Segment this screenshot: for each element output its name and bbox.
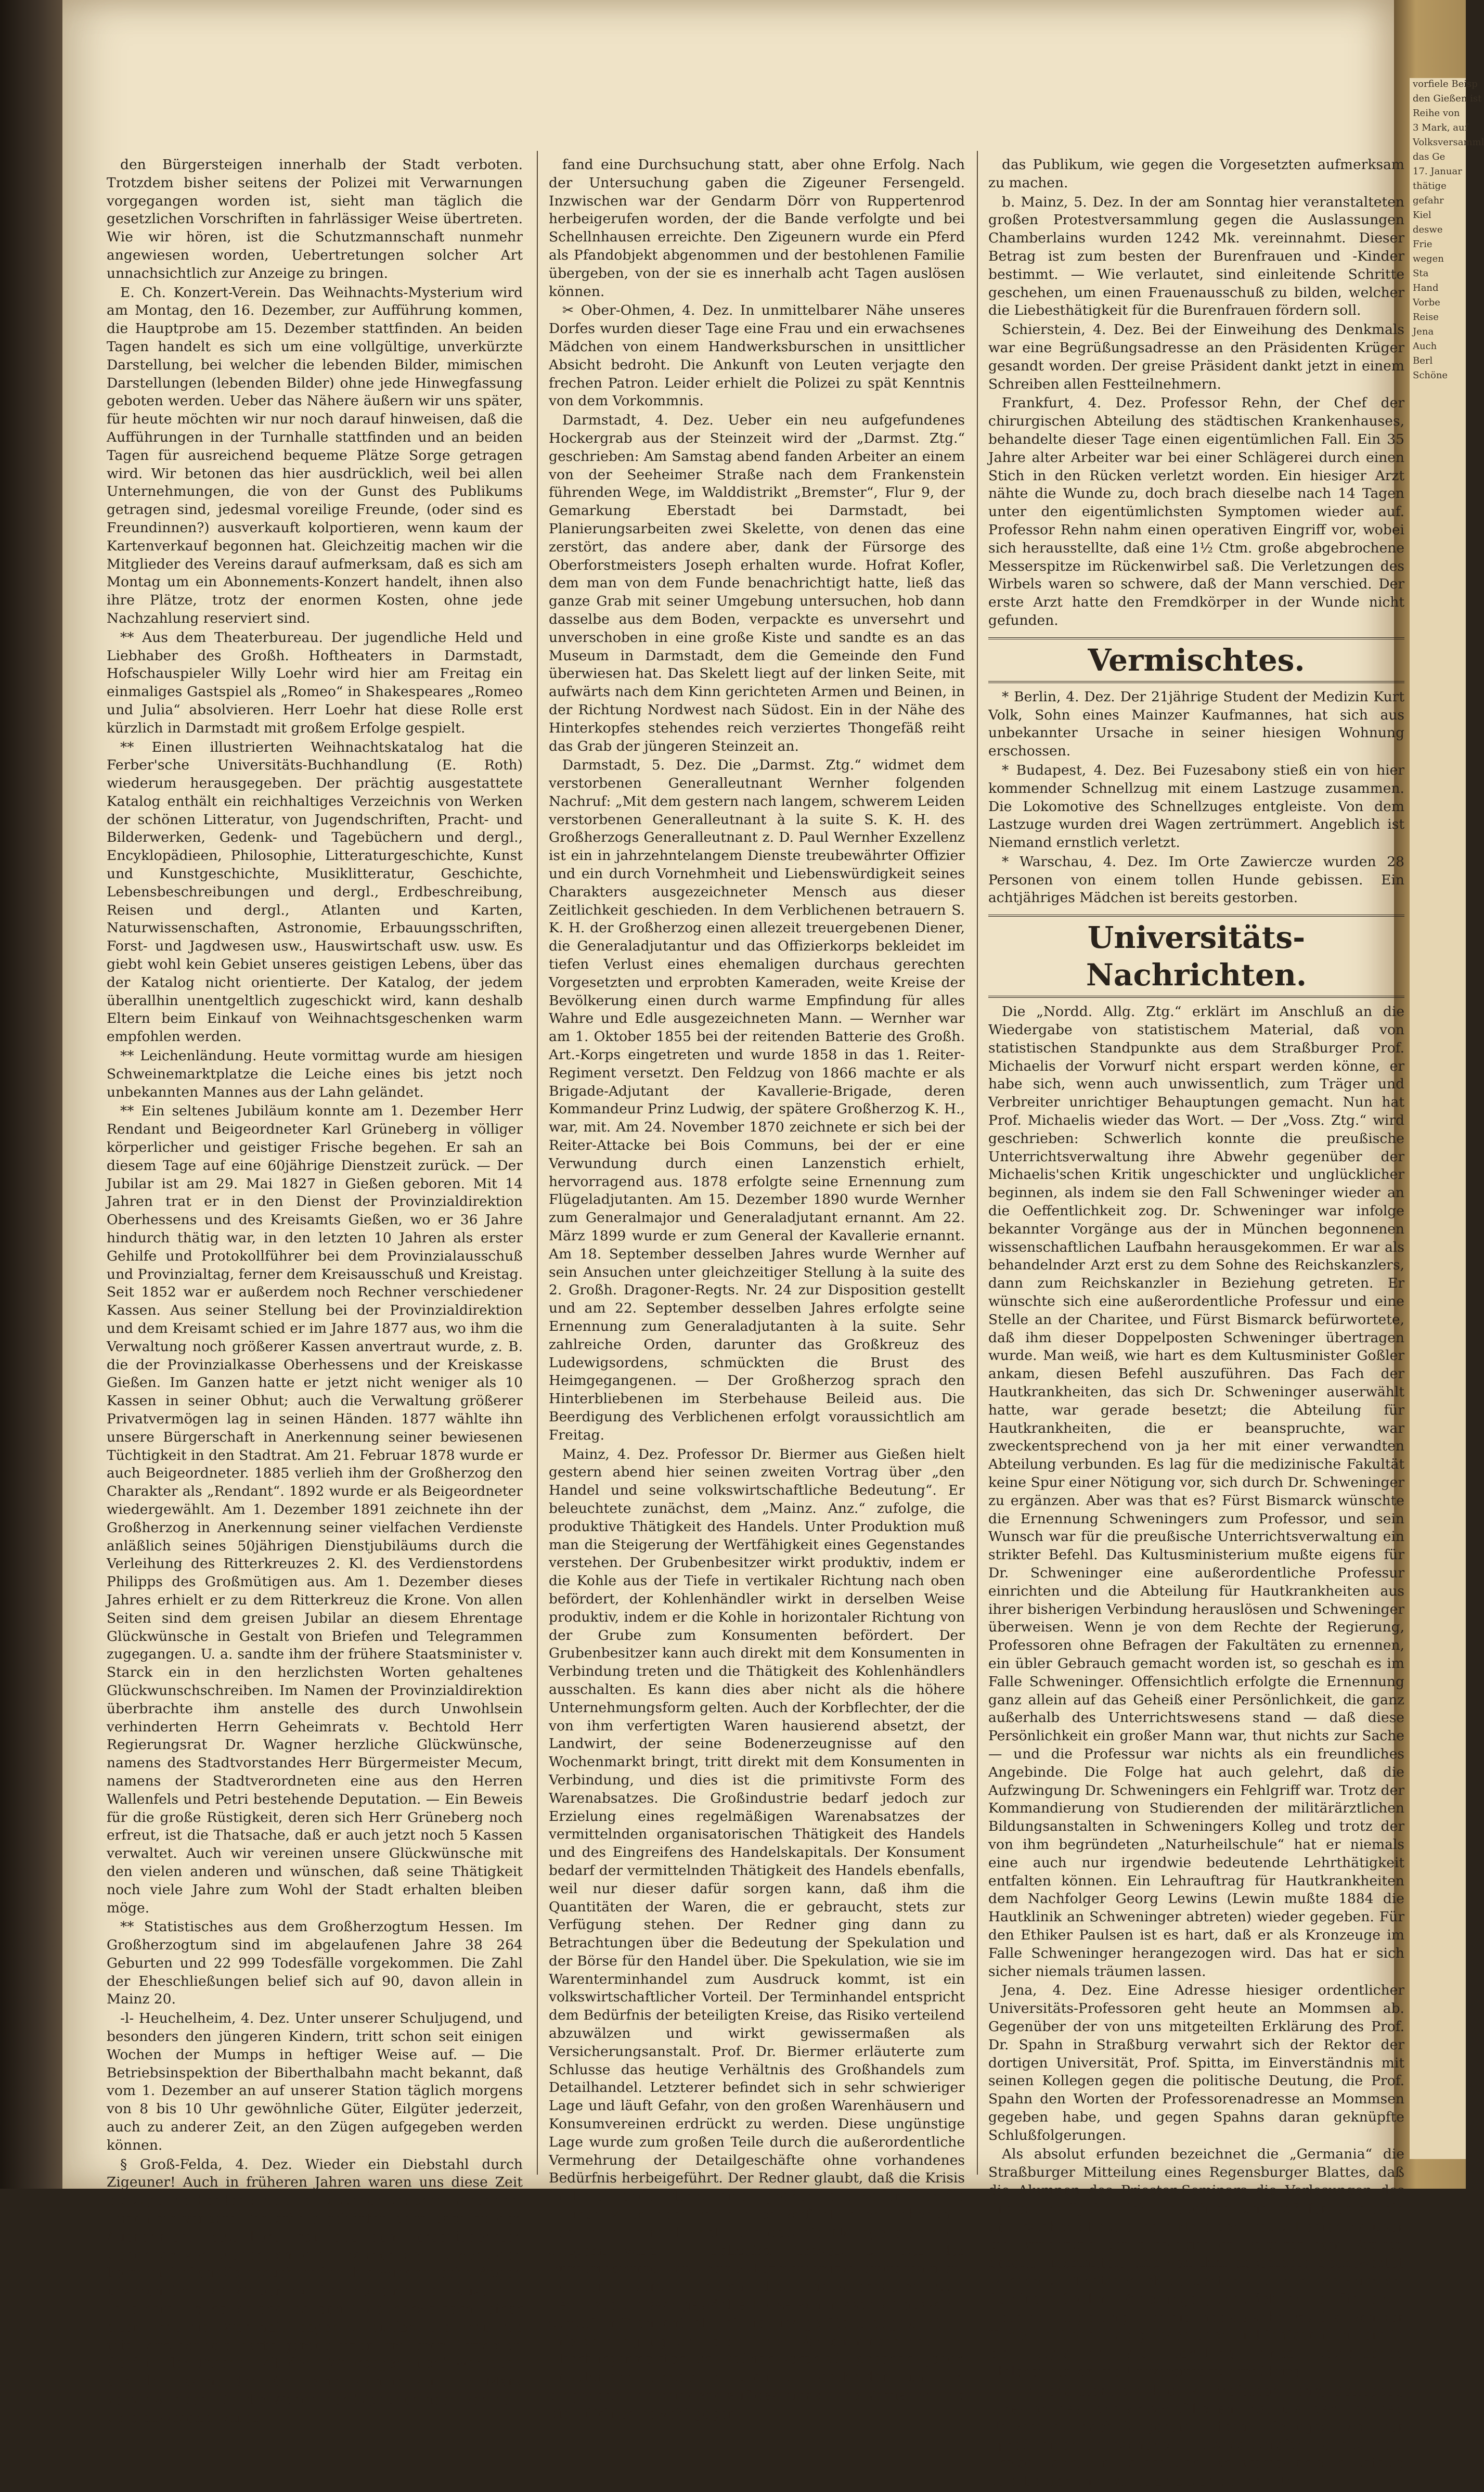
section-heading-vermischtes: Vermischtes. [988,637,1404,683]
article-paragraph: fand eine Durchsuchung statt, aber ohne Erfolg. Nach der Untersuchung gaben die Zigeuner Fersengeld. Inzwischen war der Gendarm Dörr von Ruppertenrod herbeigerufen worden, der die Bande verfolgte und bei Schellnhausen erreichte. Den Zigeunern wurde ein Pferd als Pfandobjekt abgenommen und der bestohlenen Familie übergeben, von der sie es innerhalb acht Tagen auslösen können. [549,157,965,300]
article-paragraph: ** Statistisches aus dem Großherzogtum Hessen. Im Großherzogtum sind im abgelaufenen Jahre 38 264 Geburten und 22 999 Todesfälle vorgekommen. Die Zahl der Eheschließungen belief sich auf 90, davon allein in Mainz 20. [107,1919,523,2008]
column-rule [977,151,978,2175]
adjacent-page-line: Reihe von [1413,108,1460,119]
article-paragraph: Die „Nordd. Allg. Ztg.“ erklärt im Anschluß an die Wiedergabe von statistischem Material, daß von statistischen Standpunkte aus dem Straßburger Prof. Michaelis der Vorwurf nicht erspart werden könne, er habe sich, wenn auch unwissentlich, zum Träger und Verbreiter unrichtiger Behauptungen gemacht. Nun hat Prof. Michaelis wieder das Wort. — Der „Voss. Ztg.“ wird geschrieben: Schwerlich konnte die preußische Unterrichtsverwaltung ihre Abwehr gegenüber der Michaelis'schen Kritik ungeschickter und unglücklicher beginnen, als indem sie den Fall Schweninger wieder an die Oeffentlichkeit zog. Dr. Schweninger war infolge bekannter Vorgänge aus der in München begonnenen wissenschaftlichen Laufbahn herausgekommen. Er war als behandelnder Arzt erst zu dem Sohne des Reichskanzlers, dann zum Reichskanzler in Beziehung getreten. Er wünschte sich eine außerordentliche Professur und eine Stelle an der Charitee, und Fürst Bismarck befürwortete, daß ihm dieser Doppelposten Schweninger übertragen wurde. Man weiß, wie hart es dem Kultusminister Goßler ankam, diesen Befehl auszuführen. Das Fach der Hautkrankheiten, das sich Dr. Schweninger auserwählt hatte, war gerade besetzt; die Abteilung für Hautkrankheiten, die er beanspruchte, war zweckentsprechend von ja her mit einer verwandten Abteilung verbunden. Es lag für die medizinische Fakultät keine Spur einer Nötigung vor, sich durch Dr. Schweninger zu ergänzen. Aber was that es? Fürst Bismarck wünschte die Ernennung Schweningers zum Professor, und sein Wunsch war für die preußische Unterrichtsverwaltung ein strikter Befehl. Das Kultusministerium mußte eigens für Dr. Schweninger eine außerordentliche Professur einrichten und die Abteilung für Hautkrankheiten aus ihrer bisherigen Verbindung herauslösen und Schweninger überweisen. Wenn je von dem Rechte der Regierung, Professoren ohne Befragen der Fakultäten zu ernennen, ein übler Gebrauch gemacht worden ist, so geschah es im Falle Schweninger. Offensichtlich erfolgte die Ernennung ganz allein auf das Geheiß einer Persönlichkeit, die ganz außerhalb des Unterrichtswesens stand — daß diese Persönlichkeit ein großer Mann war, thut nichts zur Sache — und die Professur war nichts als ein freundliches Angebinde. Die Folge hat auch gelehrt, daß die Aufzwingung Dr. Schweningers ein Fehlgriff war. Trotz der Kommandierung von Studierenden der militärärztlichen Bildungsanstalten in Schweningers Kolleg und trotz der von ihm begründeten „Naturheilschule“ hat er niemals eine auch nur irgendwie bedeutende Lehrthätigkeit entfalten können. Ein Lehrauftrag für Hautkrankheiten dem Nachfolger Georg Lewins (Lewin mußte 1884 die Hautklinik an Schweninger abtreten) wieder gegeben. Für den Ethiker Paulsen ist es hart, daß er als Kronzeuge im Falle Schweninger herangezogen wird. Das hat er sich sicher niemals träumen lassen. [988,1004,1404,1980]
column-left [107,156,523,2429]
adjacent-page-line: vorfiele Beisp [1413,79,1478,89]
adjacent-page-line: Jena [1413,326,1434,337]
article-paragraph: Darmstadt, 4. Dez. Ueber ein neu aufgefundenes Hockergrab aus der Steinzeit wird der „Darmst. Ztg.“ geschrieben: Am Samstag abend fanden Arbeiter an einem von der Seeheimer Straße nach dem Frankenstein führenden Wege, im Walddistrikt „Bremster“, Flur 9, der Gemarkung Eberstadt bei Darmstadt, bei Planierungsarbeiten zwei Skelette, von denen das eine zerstört, das andere aber, dank der Fürsorge des Oberforstmeisters Joseph erhalten wurde. Hofrat Kofler, dem man von dem Funde benachrichtigt hatte, ließ das ganze Grab mit seiner Umgebung untersuchen, hob dann dasselbe aus dem Boden, verpackte es unversehrt und unverschoben in eine große Kiste und sandte es an das Museum in Darmstadt, dem die Gemeinde den Fund überwiesen hat. Das Skelett liegt auf der linken Seite, mit aufwärts nach dem Kinn gerichteten Armen und Beinen, in der Richtung Nordwest nach Südost. Ein in der Nähe des Hinterkopfes stehendes reich verziertes Thongefäß reiht das Grab der jüngeren Steinzeit an. [549,412,965,754]
article-paragraph: Jena, 4. Dez. Eine Adresse hiesiger ordentlicher Universitäts-Professoren geht heute an Mommsen ab. Gegenüber der von uns mitgeteilten Erklärung des Prof. Dr. Spahn in Straßburg verwahrt sich der Rektor der dortigen Universität, Prof. Spitta, im Einverständnis mit seinen Kollegen gegen die politische Deutung, die Prof. Spahn den Worten der Professorenadresse an Mommsen gegeben habe, und gegen Spahns daran geknüpfte Schlußfolgerungen. [988,1982,1404,2143]
article-paragraph: Darmstadt, 5. Dez. Die „Darmst. Ztg.“ widmet dem verstorbenen Generalleutnant Wernher folgenden Nachruf: „Mit dem gestern nach langem, schwerem Leiden verstorbenen Generalleutnant à la suite S. K. H. des Großherzogs Generalleutnant z. D. Paul Wernher Exzellenz ist ein in jahrzehntelangem Dienste treubewährter Offizier und ein durch Vornehmheit und Liebenswürdigkeit seines Charakters ausgezeichneter Mensch aus dieser Zeitlichkeit geschieden. In dem Verblichenen betrauern S. K. H. der Großherzog einen allezeit treuergebenen Diener, die Generaladjutantur und das Offizierkorps bekleidet im tiefen Verlust eines ehemaligen durchaus gerechten Vorgesetzten und erprobten Kameraden, weite Kreise der Bevölkerung einen durch warme Empfindung für alles Wahre und Edle ausgezeichneten Mann. — Wernher war am 1. Oktober 1855 bei der reitenden Batterie des Großh. Art.-Korps eingetreten und wurde 1858 in das 1. Reiter-Regiment versetzt. Den Feldzug von 1866 machte er als Brigade-Adjutant der Kavallerie-Brigade, deren Kommandeur Prinz Ludwig, der spätere Großherzog K. H., war, mit. Am 24. November 1870 zeichnete er sich bei der Reiter-Attacke bei Bois Communs, bei der er eine Verwundung durch einen Lanzenstich erhielt, hervorragend aus. 1878 erfolgte seine Ernennung zum Flügeladjutanten. Am 15. Dezember 1890 wurde Wernher zum Generalmajor und Generaladjutant ernannt. Am 22. März 1899 wurde er zum General der Kavallerie ernannt. Am 18. September desselben Jahres wurde Wernher auf sein Ansuchen unter gleichzeitiger Stellung à la suite des 2. Großh. Dragoner-Regts. Nr. 24 zur Disposition gestellt und am 22. September desselben Jahres erfolgte seine Ernennung zum Generaladjutanten à la suite. Sehr zahlreiche Orden, darunter das Großkreuz des Ludewigsordens, schmückten die Brust des Heimgegangenen. — Der Großherzog sprach den Hinterbliebenen im Sterbehause Beileid aus. Die Beerdigung des Verblichenen erfolgt voraussichtlich am Freitag. [549,757,965,1443]
article-paragraph: den Bürgersteigen innerhalb der Stadt verboten. Trotzdem bisher seitens der Polizei mit Verwarnungen vorgegangen worden ist, sieht man täglich die gesetzlichen Vorschriften in fahrlässiger Weise übertreten. Wie wir hören, ist die Schutzmannschaft nunmehr angewiesen worden, Uebertretungen solcher Art unnachsichtlich zur Anzeige zu bringen. [107,157,523,281]
article-paragraph: — In Jena starb am 4. d. M. Professor Henry Settegast, Direktor des landwirtschaftlichen Instituts der dortigen Universität, nach längerem Leiden. (Settegast war der Sproß einer angesehenen Gutsbesitzersfamilie aus dem Kreise Ragnit in Ostpreußen. Er promovierte in Leipzig zum Doktor und habilitierte sich bei der Univ. [988,2382,1404,2489]
article-paragraph: E. Ch. Konzert-Verein. Das Weihnachts-Mysterium wird am Montag, den 16. Dezember, zur Aufführung kommen, die Hauptprobe am 15. Dezember stattfinden. An beiden Tagen handelt es sich um eine vollgültige, unverkürzte Darstellung, bei welcher die lebenden Bilder, mimischen Darstellungen (lebenden Bilder) ohne jede Hinwegfassung geboten werden. Ueber das Nähere äußern wir uns später, für heute möchten wir nur noch darauf hinweisen, daß die Aufführungen in der Turnhalle stattfinden und an beiden Tagen für ausreichend bequeme Plätze Sorge getragen wird. Wir betonen das hier ausdrücklich, weil bei allen Unternehmungen, die von der Gunst des Publikums getragen sind, jedesmal voreilige Freunde, (oder sind es Freundinnen?) ausverkauft kolportieren, wenn kaum der Kartenverkauf begonnen hat. Gleichzeitig machen wir die Mitglieder des Vereins darauf aufmerksam, daß es sich am Montag um ein Abonnements-Konzert handelt, ihnen also ihre Plätze, trotz der enormen Kosten, ohne jede Nachzahlung reserviert sind. [107,284,523,626]
article-paragraph: b. Mainz, 5. Dez. In der am Sonntag hier veranstalteten großen Protestversammlung gegen die Auslassungen Chamberlains wurden 1242 Mk. vereinnahmt. Dieser Betrag ist zum besten der Burenfrauen und -Kinder bestimmt. — Wie verlautet, sind einleitende Schritte geschehen, um einen Frauenausschuß zu bilden, welcher die Liebesthätigkeit für die Burenfrauen fördern soll. [988,194,1404,319]
article-paragraph: Mainz, 4. Dez. Professor Dr. Biermer aus Gießen hielt gestern abend hier seinen zweiten Vortrag über „den Handel und seine volkswirtschaftliche Bedeutung“. Er beleuchtete zunächst, dem „Mainz. Anz.“ zufolge, die produktive Thätigkeit des Handels. Unter Produktion muß man die Steigerung der Wertfähigkeit eines Gegenstandes verstehen. Der Grubenbesitzer wirkt produktiv, indem er die Kohle aus der Tiefe in vertikaler Richtung nach oben befördert, der Kohlenhändler wirkt in derselben Weise produktiv, indem er die Kohle in horizontaler Richtung von der Grube zum Konsumenten befördert. Der Grubenbesitzer kann auch direkt mit dem Konsumenten in Verbindung treten und die Thätigkeit des Kohlenhändlers ausschalten. Es kann dies aber nicht als die höhere Unternehmungsform gelten. Auch der Korbflechter, der die von ihm verfertigten Waren hausierend absetzt, der Landwirt, der seine Bodenerzeugnisse auf den Wochenmarkt bringt, tritt direkt mit dem Konsumenten in Verbindung, und dies ist die primitivste Form des Warenabsatzes. Die Großindustrie bedarf jedoch zur Erzielung eines regelmäßigen Warenabsatzes der vermittelnden organisatorischen Thätigkeit des Handels und des Eingreifens des Handelskapitals. Der Konsument bedarf der vermittelnden Thätigkeit des Handels ebenfalls, weil nur dieser dafür sorgen kann, daß ihm die Quantitäten der Waren, die er gebraucht, stets zur Verfügung stehen. Der Redner ging dann zu Betrachtungen über die Bedeutung der Spekulation und der Börse für den Handel über. Die Spekulation, wie sie im Warenterminhandel zum Ausdruck kommt, ist ein volkswirtschaftlicher Vorteil. Der Terminhandel entspricht dem Bedürfnis der beteiligten Kreise, das Risiko verteilend abzuwälzen und wirkt gewissermaßen als Versicherungsanstalt. Prof. Dr. Biermer erläuterte zum Schlusse das heutige Verhältnis des Großhandels zum Detailhandel. Letzterer befindet sich in sehr schwieriger Lage und läuft Gefahr, von den großen Warenhäusern und Konsumvereinen erdrückt zu werden. Diese ungünstige Lage wurde zum großen Teile durch die außerordentliche Vermehrung der Detailgeschäfte ohne vorhandenes Bedürfnis herbeigeführt. Der Redner glaubt, daß die Krisis im Detailhandel, der zu einem großen Teile weder über die nötigen Mittel noch Fähigkeiten verfügt, ihren Höhepunkt noch nicht erreicht hat, und daß die Notlage sich noch steigern wird. — Polizeirat Travers ist bei der Bürgermeisterei um seine Pensionierung eingekommen. Der erst kürzlich durch die Stadtverordneten zum Bezirkskommissar gewählte Polizeikommissar v. Toussaint, zurzeit in Frankenthal, hat die hiesige Stelle abgelehnt. — Infolge der jüngsten polizeilichen Vorkommnisse hat sich Oberbürgermeister Dr. Gaßner veranlaßt gesehen, jeden Schutzmann einzeln zu sich zu bescheiden, um ihn eingehend und dringend auf das dienstliche Verhalten und die Pflichten sowohl gegen [549,1446,965,2422]
article-paragraph: ** Einen illustrierten Weihnachtskatalog hat die Ferber'sche Universitäts-Buchhandlung (E. Roth) wiederum herausgegeben. Der prächtig ausgestattete Katalog enthält ein reichhaltiges Verzeichnis von Werken der schönen Litteratur, von Jugendschriften, Pracht- und Bilderwerken, Gedenk- und Tagebüchern und dergl., Encyklopädieen, Philosophie, Litteraturgeschichte, Kunst und Kunstgeschichte, Musiklitteratur, Geschichte, Lebensbeschreibungen und dergl., Erdbeschreibung, Reisen und dergl., Atlanten und Karten, Naturwissenschaften, Astronomie, Erbauungsschriften, Forst- und Jagdwesen usw., Hauswirtschaft usw. usw. Es giebt wohl kein Gebiet unseres geistigen Lebens, über das der Katalog nicht orientierte. Der Katalog, der jedem überallhin unentgeltlich zugeschickt wird, kann deshalb Eltern beim Einkauf von Weihnachtsgeschenken warm empfohlen werden. [107,739,523,1045]
adjacent-page-line: Berl [1413,355,1433,366]
regional-news [988,156,1404,630]
adjacent-page-line: Kiel [1413,210,1431,221]
adjacent-page-line: Schöne [1413,370,1448,381]
adjacent-page-line: wegen [1413,253,1444,264]
adjacent-page-line: Reise [1413,312,1439,323]
universitaet-section [988,1003,1404,2490]
adjacent-page-line: Hand [1413,282,1439,293]
adjacent-page-line: Frie [1413,239,1433,250]
article-paragraph: Frankfurt, 4. Dez. Professor Rehn, der Chef der chirurgischen Abteilung des städtischen Krankenhauses, behandelte dieser Tage einen eigentümlichen Fall. Ein 35 Jahre alter Arbeiter war bei einer Schlägerei durch einen Stich in den Rücken verletzt worden. Ein hiesiger Arzt nähte die Wunde zu, doch brach dieselbe nach 14 Tagen unter den eigentümlichsten Symptomen wieder auf. Professor Rehn nahm einen operativen Eingriff vor, wobei sich herausstellte, daß eine 1½ Ctm. große abgebrochene Messerspitze im Rückenwirbel saß. Die Verletzungen des Wirbels waren so schwere, daß der Mann verschied. Der erste Arzt hatte den Fremdkörper in der Wunde nicht gefunden. [988,395,1404,628]
adjacent-page-line: Volksversamml [1413,137,1484,148]
adjacent-page-line: Auch [1413,341,1437,352]
article-paragraph: ** Leichenländung. Heute vormittag wurde am hiesigen Schweinemarktplatze die Leiche eines bis jetzt noch unbekannten Mannes aus der Lahn geländet. [107,1048,523,1100]
adjacent-page [1410,78,1484,2159]
article-paragraph: * Budapest, 4. Dez. Bei Fuzesabony stieß ein von hier kommender Schnellzug mit einem Lastzuge zusammen. Die Lokomotive des Schnellzuges entgleiste. Von dem Lastzuge wurden drei Wagen zertrümmert. Angeblich ist Niemand ernstlich verletzt. [988,762,1404,851]
article-paragraph: -l- Heuchelheim, 4. Dez. Unter unserer Schuljugend, und besonders den jüngeren Kindern, tritt schon seit einigen Wochen der Mumps in heftiger Weise auf. — Die Betriebsinspektion der Biberthalbahn macht bekannt, daß vom 1. Dezember an auf unserer Station täglich morgens von 8 bis 10 Uhr gewöhnliche Güter, Eilgüter jederzeit, auch zu anderer Zeit, an den Zügen aufgegeben werden können. [107,2010,523,2153]
book-spine [0,0,62,2189]
adjacent-page-line: thätige [1413,181,1447,191]
adjacent-page-line: Sta [1413,268,1429,279]
section-heading-universitaet: Universitäts-Nachrichten. [988,915,1404,998]
adjacent-page-line: gefahr [1413,195,1444,206]
article-paragraph: Schierstein, 4. Dez. Bei der Einweihung des Denkmals war eine Begrüßungsadresse an den Präsidenten Krüger gesandt worden. Der greise Präsident dankt jetzt in einem Schreiben allen Festteilnehmern. [988,322,1404,392]
article-paragraph: * Warschau, 4. Dez. Im Orte Zawiercze wurden 28 Personen von einem tollen Hunde gebissen. Ein achtjähriges Mädchen ist bereits gestorben. [988,853,1404,906]
adjacent-page-line: Vorbe [1413,297,1440,308]
article-paragraph: ** Aus dem Theaterbureau. Der jugendliche Held und Liebhaber des Großh. Hoftheaters in Darmstadt, Hofschauspieler Willy Loehr wird hier am Freitag ein einmaliges Gastspiel als „Romeo“ in Shakespeares „Romeo und Julia“ absolvieren. Herr Loehr hat diese Rolle erst kürzlich in Darmstadt mit großem Erfolge gespielt. [107,629,523,736]
adjacent-page-line: das Ge [1413,151,1446,162]
article-paragraph: * Berlin, 4. Dez. Der 21jährige Student der Medizin Kurt Volk, Sohn eines Mainzer Kaufmannes, hat sich aus unbekannter Ursache in seiner hiesigen Wohnung erschossen. [988,688,1404,760]
article-paragraph: § Groß-Felda, 4. Dez. Wieder ein Diebstahl durch Zigeuner! Auch in früheren Jahren waren uns diese Zeit die Zigeunerhorden ständige Besucher unserer Gegenden. Durch sie verübte Diebstähle gehörten aber doch zu den Ausnahmen. Jetzt hört man aus den verschiedensten Gegenden von Diebereien, die Zigeuner sich zu Schulden kommen ließen. So besuchten letzthin wieder sechs Wagen unseren Ort. Die Weiber klopften bettelnd die Häuser ab. In einem Hause gelang es den Zigeunerweibern, einer alten Frau die „Wahrheit“ sagen zu dürfen. Die Frau, die mit Ganz handelt, hatte gerade einen größeren Betrag an Geld in der Tasche. Mit den „Wahrsagerinnen“ war auch aus der Tasche der Frau eine Summe von 118 Mark verschwunden. Da die Wagen der Zigeuner noch vor dem Orte anwesend waren, [107,2156,523,2426]
article-paragraph: Als absolut erfunden bezeichnet die „Germania“ die Straßburger Mitteilung eines Regensburger Blattes, daß die Alumnen des Priester-Seminars die Vorlesungen des Professors Spahn nicht besuchten, und daß ferner die als bevorstehend bezeichnete Note der preuß. Regierung über die Errichtung der theologischen Fakultät dem Vatikan bereits übermittelt und von ihm abschlägig beantwortet worden ist. Thatsächlich besuchten Alumnen des Priester-Seminars Spahns Vorlesungen, thatsächlich sei die letzte Note der Regierung über die theologische Fakultät von der Kurie nicht abschlägig beschieden und thatsächlich bereite die Regierung die Berufung eines katholischen Philosophen an die Universität zu Straßburg. [988,2146,1404,2380]
vermischtes-section [988,688,1404,908]
column-rule [537,151,538,2175]
article-paragraph: ** Ein seltenes Jubiläum konnte am 1. Dezember Herr Rendant und Beigeordneter Karl Grüneberg in völliger körperlicher und geistiger Frische begehen. Er sah an diesem Tage auf eine 60jährige Dienstzeit zurück. — Der Jubilar ist am 29. Mai 1827 in Gießen geboren. Mit 14 Jahren trat er in den Dienst der Provinzialdirektion Oberhessens und des Kreisamts Gießen, wo er 36 Jahre hindurch thätig war, in den letzten 10 Jahren als erster Gehilfe und Protokollführer bei dem Provinzialausschuß und Provinzialtag, ferner dem Kreisausschuß und Kreistag. Seit 1852 war er außerdem noch Rechner verschiedener Kassen. Aus seiner Stellung bei der Provinzialdirektion und dem Kreisamt schied er im Jahre 1877 aus, wo ihm die Verwaltung noch größerer Kassen anvertraut wurde, z. B. die der Provinzialkasse Oberhessens und der Kreiskasse Gießen. Im Ganzen hatte er jetzt nicht weniger als 10 Kassen in seiner Obhut; auch die Verwaltung größerer Privatvermögen lag in seinen Händen. 1877 wählte ihn unsere Bürgerschaft in Anerkennung seiner bewiesenen Tüchtigkeit in den Stadtrat. Am 21. Februar 1878 wurde er auch Beigeordneter. 1885 verlieh ihm der Großherzog den Charakter als „Rendant“. 1892 wurde er als Beigeordneter wiedergewählt. Am 1. Dezember 1891 zeichnete ihn der Großherzog in Anerkennung seiner vielfachen Verdienste anläßlich seines 50jährigen Dienstjubiläums durch die Verleihung des Ritterkreuzes 2. Kl. des Verdienstordens Philipps des Großmütigen aus. Am 1. Dezember dieses Jahres erhielt er zu dem Ritterkreuz die Krone. Von allen Seiten sind dem greisen Jubilar an diesem Ehrentage Glückwünsche in Gestalt von Briefen und Telegrammen zugegangen. U. a. sandte ihm der frühere Staatsminister v. Starck ein in den herzlichsten Worten gehaltenes Glückwunschschreiben. Im Namen der Provinzialdirektion überbrachte ihm anstelle des durch Unwohlsein verhinderten Herrn Geheimrats v. Bechtold Herr Regierungsrat Dr. Wagner herzliche Glückwünsche, namens des Stadtvorstandes Herr Bürgermeister Mecum, namens der Stadtverordneten eine aus den Herren Wallenfels und Petri bestehende Deputation. — Ein Beweis für die große Rüstigkeit, deren sich Herr Grüneberg noch erfreut, ist die Thatsache, daß er auch jetzt noch 5 Kassen verwaltet. Auch wir vereinen unsere Glückwünsche mit den vielen anderen und wünschen, daß seine Thätigkeit noch viele Jahre zum Wohl der Stadt erhalten bleiben möge. [107,1103,523,1916]
article-paragraph: ✂ Ober-Ohmen, 4. Dez. In unmittelbarer Nähe unseres Dorfes wurden dieser Tage eine Frau und ein erwachsenes Mädchen von einem Handwerksburschen in unsittlicher Absicht bedroht. Die Ankunft von Leuten verjagte den frechen Patron. Leider erhielt die Polizei zu spät Kenntnis von dem Vorkommnis. [549,302,965,409]
adjacent-page-line: den Gießen ist [1413,93,1482,104]
adjacent-page-line: deswe [1413,224,1443,235]
adjacent-page-line: 3 Mark, auf [1413,122,1468,133]
column-right [988,156,1404,2492]
adjacent-page-line: 17. Januar [1413,166,1462,177]
column-middle [549,156,965,2424]
article-paragraph: das Publikum, wie gegen die Vorgesetzten aufmerksam zu machen. [988,157,1404,191]
